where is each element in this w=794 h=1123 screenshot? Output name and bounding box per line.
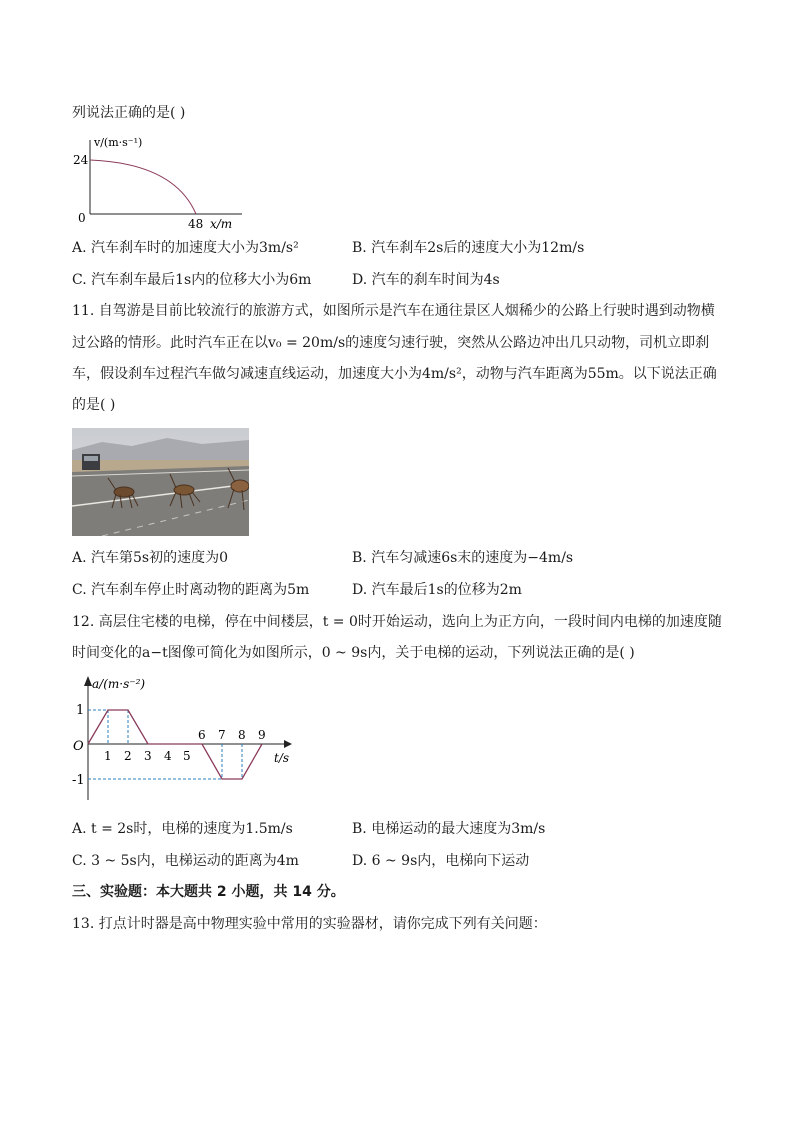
q11-option-c: C. 汽车刹车停止时离动物的距离为5m <box>72 582 310 598</box>
q11-option-a: A. 汽车第5s初的速度为0 <box>72 550 229 566</box>
q10-option-c: C. 汽车刹车最后1s内的位移大小为6m <box>72 272 312 288</box>
q10-option-b: B. 汽车刹车2s后的速度大小为12m/s <box>352 240 585 256</box>
q10-stem-tail: 列说法正确的是( ) <box>72 105 186 121</box>
q12-tick-9: 9 <box>258 728 266 742</box>
q10-option-d: D. 汽车的刹车时间为4s <box>352 272 500 288</box>
q12-tick-5: 5 <box>183 749 191 763</box>
q13-stem-line1: 13. 打点计时器是高中物理实验中常用的实验器材，请你完成下列有关问题： <box>72 916 547 932</box>
q12-tick-2: 2 <box>124 749 132 763</box>
q12-option-b: B. 电梯运动的最大速度为3m/s <box>352 821 546 837</box>
q10-vx-graph <box>70 132 250 232</box>
q10-option-a: A. 汽车刹车时的加速度大小为3m/s² <box>72 240 299 256</box>
q12-graph-y-label: a/(m·s⁻²) <box>92 677 146 691</box>
q12-tick-4: 4 <box>164 749 172 763</box>
q11-option-d: D. 汽车最后1s的位移为2m <box>352 582 522 598</box>
q10-graph-y-label: v/(m·s⁻¹) <box>94 136 143 149</box>
q12-tick-1: 1 <box>104 749 112 763</box>
q11-option-b: B. 汽车匀减速6s末的速度为−4m/s <box>352 550 574 566</box>
q12-tick-6: 6 <box>198 728 206 742</box>
q12-graph-t-label: t/s <box>274 751 290 765</box>
q11-stem-line3: 车，假设刹车过程汽车做匀减速直线运动，加速度大小为4m/s²，动物与汽车距离为55m。以下说法正确 <box>72 366 717 382</box>
q10-graph-x-tick: 48 <box>188 217 204 231</box>
q10-graph-y-tick: 24 <box>73 153 89 167</box>
q12-graph-y-neg: -1 <box>72 773 85 788</box>
q10-graph-x-label: x/m <box>210 217 233 231</box>
q12-stem-line2: 时间变化的a−t图像可简化为如图所示，0 ~ 9s内，关于电梯的运动，下列说法正确的是( ) <box>72 645 635 661</box>
q12-option-c: C. 3 ~ 5s内，电梯运动的距离为4m <box>72 853 299 869</box>
q12-tick-7: 7 <box>218 728 226 742</box>
q12-option-d: D. 6 ~ 9s内，电梯向下运动 <box>352 853 530 869</box>
q12-tick-3: 3 <box>144 749 152 763</box>
q11-road-animals-photo <box>72 428 249 536</box>
q12-graph-origin: O <box>73 739 84 754</box>
q12-tick-8: 8 <box>238 728 246 742</box>
section-3-heading: 三、实验题：本大题共 2 小题，共 14 分。 <box>72 884 345 900</box>
q12-stem-line1: 12. 高层住宅楼的电梯，停在中间楼层，t = 0时开始运动，选向上为正方向，一段时间内电梯的加速度随 <box>72 614 722 630</box>
q12-graph-y-pos: 1 <box>76 703 85 718</box>
q12-at-graph <box>70 672 300 807</box>
q11-stem-line1: 11. 自驾游是目前比较流行的旅游方式，如图所示是汽车在通往景区人烟稀少的公路上行驶时遇到动物横 <box>72 303 715 319</box>
q11-stem-line4: 的是( ) <box>72 397 116 413</box>
q11-stem-line2: 过公路的情形。此时汽车正在以v₀ = 20m/s的速度匀速行驶，突然从公路边冲出几只动物，司机立即刹 <box>72 335 710 351</box>
q10-graph-origin: 0 <box>78 211 86 225</box>
q12-option-a: A. t = 2s时，电梯的速度为1.5m/s <box>72 821 293 837</box>
q10-graph-curve <box>90 160 196 214</box>
